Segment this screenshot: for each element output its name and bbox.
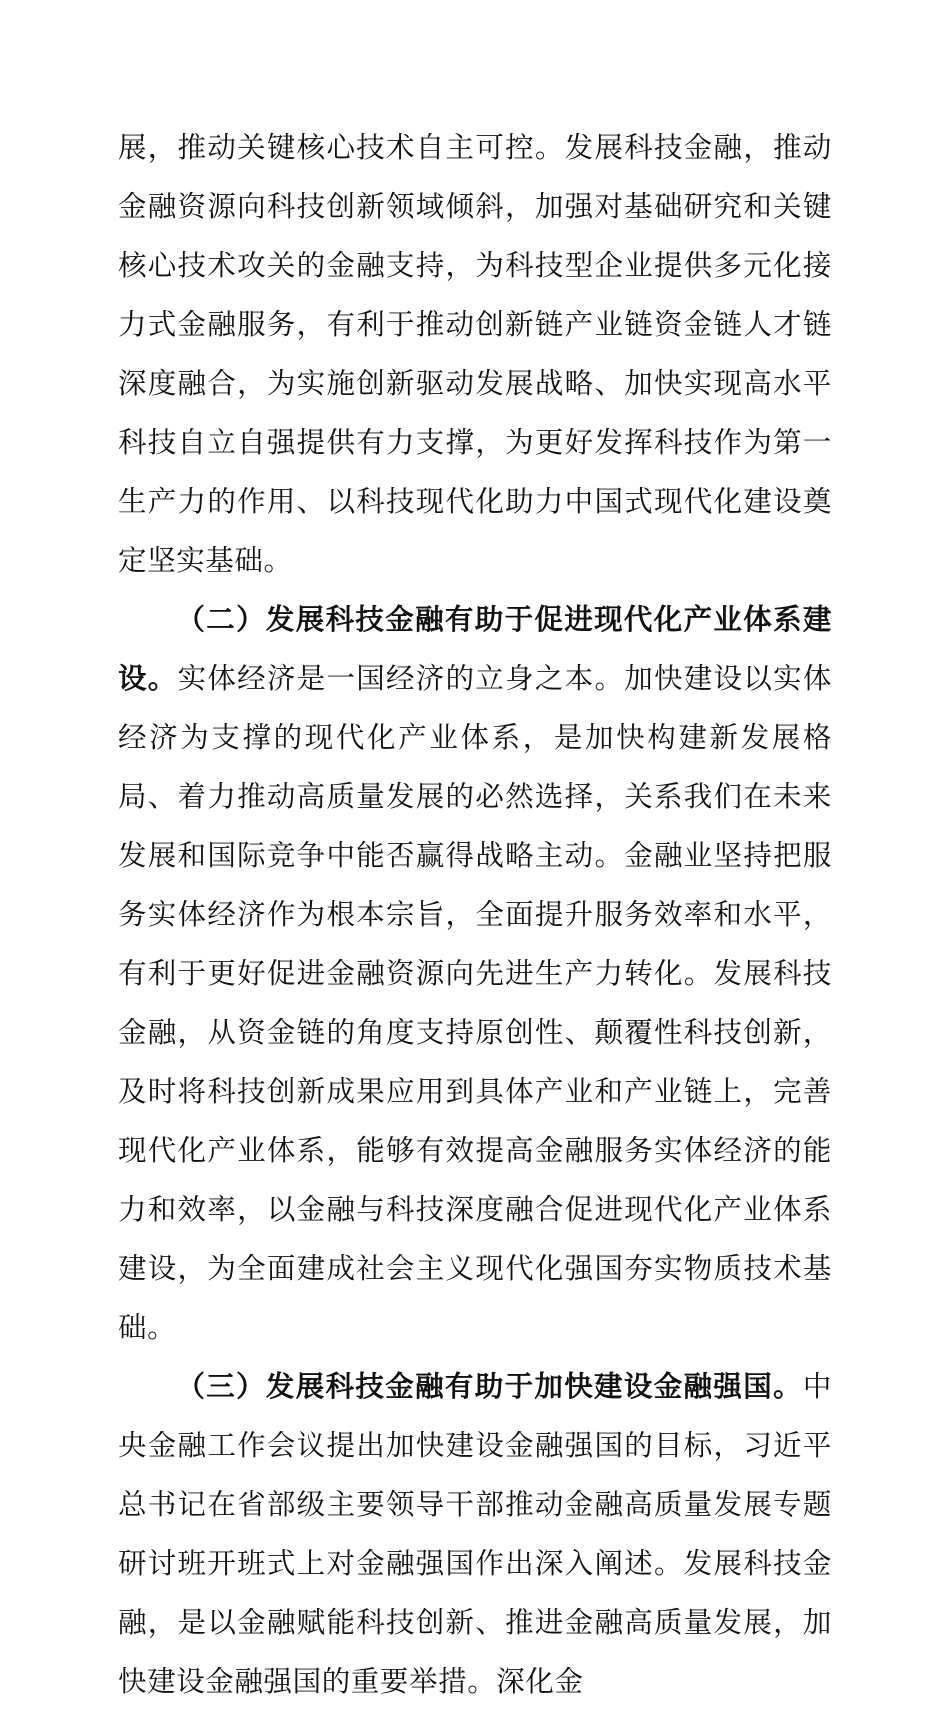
document-body: [118, 118, 832, 1711]
paragraph-continued-tech-finance: [118, 118, 832, 590]
paragraph-lead-section-three: （三）发展科技金融有助于加快建设金融强国。: [176, 1369, 803, 1403]
paragraph-lead-section-two: （二）发展科技金融有助于促进现代化产业体系建设。: [118, 602, 832, 695]
paragraph-section-three: [118, 1357, 832, 1711]
paragraph-text: 中央金融工作会议提出加快建设金融强国的目标，习近平总书记在省部级主要领导干部推动金融高质量发展专题研讨班开班式上对金融强国作出深入阐述。发展科技金融，是以金融赋能科技创新、推进金融高质量发展，加快建设金融强国的重要举措。深化金: [118, 1370, 832, 1698]
paragraph-text: 展，推动关键核心技术自主可控。发展科技金融，推动金融资源向科技创新领域倾斜，加强对基础研究和关键核心技术攻关的金融支持，为科技型企业提供多元化接力式金融服务，有利于推动创新链产业链资金链人才链深度融合，为实施创新驱动发展战略、加快实现高水平科技自立自强提供有力支撑，为更好发挥科技作为第一生产力的作用、以科技现代化助力中国式现代化建设奠定坚实基础。: [118, 131, 832, 577]
paragraph-text: 实体经济是一国经济的立身之本。加快建设以实体经济为支撑的现代化产业体系，是加快构建新发展格局、着力推动高质量发展的必然选择，关系我们在未来发展和国际竞争中能否赢得战略主动。金融业坚持把服务实体经济作为根本宗旨，全面提升服务效率和水平，有利于更好促进金融资源向先进生产力转化。发展科技金融，从资金链的角度支持原创性、颠覆性科技创新，及时将科技创新成果应用到具体产业和产业链上，完善现代化产业体系，能够有效提高金融服务实体经济的能力和效率，以金融与科技深度融合促进现代化产业体系建设，为全面建成社会主义现代化强国夯实物质技术基础。: [118, 662, 833, 1344]
paragraph-section-two: [118, 590, 832, 1357]
